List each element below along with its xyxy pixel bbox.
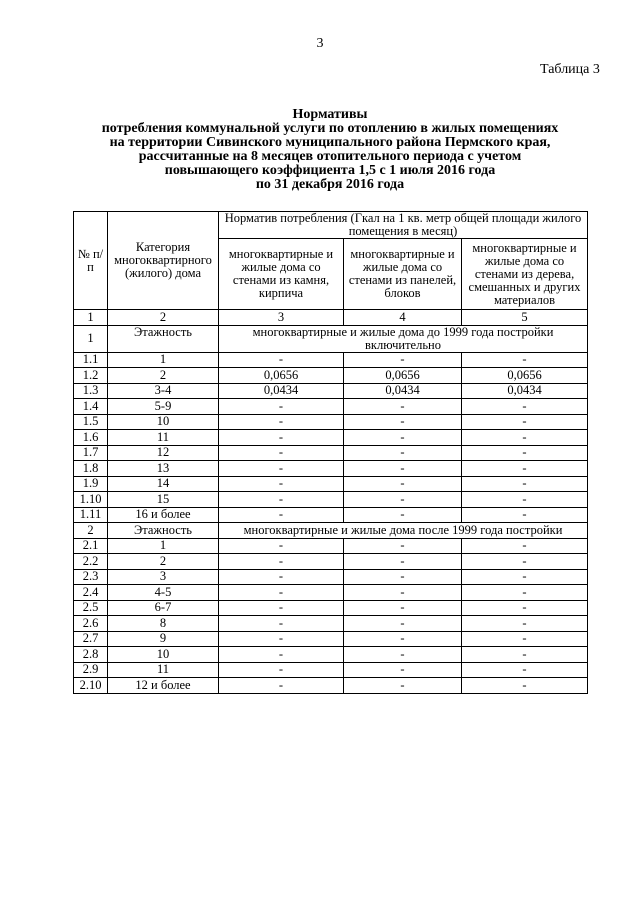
row-value-wood: -	[462, 569, 588, 585]
table-row	[74, 383, 588, 399]
table-row	[74, 399, 588, 415]
row-value-panel: -	[344, 430, 462, 446]
col-number: 5	[462, 310, 588, 326]
row-num: 2.1	[74, 538, 108, 554]
row-value-stone: -	[219, 585, 344, 601]
row-value-stone: -	[219, 678, 344, 694]
row-category: 13	[108, 461, 219, 477]
table-row	[74, 662, 588, 678]
row-value-wood: 0,0434	[462, 383, 588, 399]
section-row-1	[74, 325, 588, 352]
row-value-wood: -	[462, 631, 588, 647]
row-value-stone: 0,0656	[219, 368, 344, 384]
row-num: 2.2	[74, 554, 108, 570]
table-row	[74, 554, 588, 570]
row-value-wood: -	[462, 461, 588, 477]
row-value-panel: -	[344, 507, 462, 523]
row-value-wood: -	[462, 399, 588, 415]
section-row-2	[74, 523, 588, 539]
row-category: 2	[108, 368, 219, 384]
row-value-stone: -	[219, 430, 344, 446]
row-value-stone: -	[219, 461, 344, 477]
row-num: 1.5	[74, 414, 108, 430]
row-value-panel: -	[344, 616, 462, 632]
row-value-wood: -	[462, 678, 588, 694]
row-category: 4-5	[108, 585, 219, 601]
row-value-stone: -	[219, 507, 344, 523]
row-category: 11	[108, 662, 219, 678]
row-category: 15	[108, 492, 219, 508]
row-value-wood: 0,0656	[462, 368, 588, 384]
row-value-wood: -	[462, 445, 588, 461]
table-row	[74, 538, 588, 554]
row-value-panel: -	[344, 678, 462, 694]
page-number: 3	[316, 36, 324, 51]
table-row	[74, 616, 588, 632]
table-row	[74, 631, 588, 647]
row-value-wood: -	[462, 647, 588, 663]
row-value-panel: 0,0434	[344, 383, 462, 399]
section-num: 2	[74, 523, 108, 539]
row-value-panel: -	[344, 476, 462, 492]
row-category: 10	[108, 414, 219, 430]
row-value-panel: -	[344, 600, 462, 616]
row-num: 2.6	[74, 616, 108, 632]
header-category: Категория многоквартирного (жилого) дома	[108, 212, 219, 310]
row-value-panel: -	[344, 662, 462, 678]
table-row	[74, 352, 588, 368]
row-value-wood: -	[462, 414, 588, 430]
row-category: 1	[108, 352, 219, 368]
row-category: 8	[108, 616, 219, 632]
row-num: 2.8	[74, 647, 108, 663]
row-value-wood: -	[462, 538, 588, 554]
row-num: 1.9	[74, 476, 108, 492]
row-value-wood: -	[462, 476, 588, 492]
row-category: 6-7	[108, 600, 219, 616]
section-description: многоквартирные и жилые дома после 1999 года постройки	[219, 523, 588, 539]
table-label: Таблица 3	[540, 62, 600, 77]
row-category: 3-4	[108, 383, 219, 399]
table-row	[74, 647, 588, 663]
col-number: 4	[344, 310, 462, 326]
row-value-panel: -	[344, 414, 462, 430]
row-num: 2.3	[74, 569, 108, 585]
table-row	[74, 678, 588, 694]
row-category: 12 и более	[108, 678, 219, 694]
row-value-panel: -	[344, 647, 462, 663]
row-value-wood: -	[462, 492, 588, 508]
row-value-panel: -	[344, 445, 462, 461]
row-num: 1.4	[74, 399, 108, 415]
col-number: 3	[219, 310, 344, 326]
row-category: 2	[108, 554, 219, 570]
row-category: 1	[108, 538, 219, 554]
row-value-wood: -	[462, 430, 588, 446]
row-value-wood: -	[462, 662, 588, 678]
row-value-stone: -	[219, 399, 344, 415]
row-num: 2.4	[74, 585, 108, 601]
header-wood: многоквартирные и жилые дома со стенами из дерева, смешанных и других материалов	[462, 239, 588, 310]
row-category: 12	[108, 445, 219, 461]
header-norm-group: Норматив потребления (Гкал на 1 кв. метр общей площади жилого помещения в месяц)	[219, 212, 588, 239]
header-stone: многоквартирные и жилые дома со стенами из камня, кирпича	[219, 239, 344, 310]
column-number-row	[74, 310, 588, 326]
row-value-wood: -	[462, 600, 588, 616]
row-value-stone: 0,0434	[219, 383, 344, 399]
row-num: 1.11	[74, 507, 108, 523]
row-value-panel: -	[344, 554, 462, 570]
title-line: по 31 декабря 2016 года	[255, 177, 405, 192]
header-row	[74, 212, 588, 239]
row-num: 2.5	[74, 600, 108, 616]
header-num: № п/п	[74, 212, 108, 310]
row-value-stone: -	[219, 445, 344, 461]
table-row	[74, 569, 588, 585]
title-line: повышающего коэффициента 1,5 с 1 июля 2016 года	[164, 163, 496, 178]
row-value-panel: 0,0656	[344, 368, 462, 384]
col-number: 1	[74, 310, 108, 326]
row-value-panel: -	[344, 352, 462, 368]
section-description: многоквартирные и жилые дома до 1999 года постройки включительно	[219, 325, 588, 352]
row-num: 1.8	[74, 461, 108, 477]
row-category: 5-9	[108, 399, 219, 415]
row-category: 11	[108, 430, 219, 446]
row-value-stone: -	[219, 616, 344, 632]
row-value-stone: -	[219, 476, 344, 492]
row-value-stone: -	[219, 662, 344, 678]
header-panel: многоквартирные и жилые дома со стенами из панелей, блоков	[344, 239, 462, 310]
row-num: 1.7	[74, 445, 108, 461]
col-number: 2	[108, 310, 219, 326]
table-row	[74, 507, 588, 523]
row-category: 16 и более	[108, 507, 219, 523]
document-title	[70, 108, 590, 192]
row-category: 3	[108, 569, 219, 585]
title-line: потребления коммунальной услуги по отоплению в жилых помещениях	[101, 121, 559, 136]
title-line: на территории Сивинского муниципального района Пермского края,	[109, 135, 551, 150]
row-value-stone: -	[219, 414, 344, 430]
section-num: 1	[74, 325, 108, 352]
row-num: 2.7	[74, 631, 108, 647]
row-value-stone: -	[219, 569, 344, 585]
row-value-stone: -	[219, 600, 344, 616]
row-value-panel: -	[344, 569, 462, 585]
row-value-panel: -	[344, 399, 462, 415]
row-category: 14	[108, 476, 219, 492]
row-value-panel: -	[344, 492, 462, 508]
row-value-wood: -	[462, 352, 588, 368]
row-category: 10	[108, 647, 219, 663]
table-row	[74, 430, 588, 446]
table-row	[74, 492, 588, 508]
table-row	[74, 461, 588, 477]
row-num: 2.10	[74, 678, 108, 694]
row-value-panel: -	[344, 461, 462, 477]
table-row	[74, 414, 588, 430]
row-num: 1.2	[74, 368, 108, 384]
table-row	[74, 368, 588, 384]
table-row	[74, 600, 588, 616]
row-value-stone: -	[219, 492, 344, 508]
row-value-wood: -	[462, 507, 588, 523]
table-row	[74, 445, 588, 461]
row-category: 9	[108, 631, 219, 647]
title-line: рассчитанные на 8 месяцев отопительного периода с учетом	[138, 149, 522, 164]
section-label: Этажность	[108, 325, 219, 352]
row-num: 1.10	[74, 492, 108, 508]
row-value-stone: -	[219, 631, 344, 647]
title-line: Нормативы	[292, 107, 368, 122]
row-value-stone: -	[219, 538, 344, 554]
row-num: 1.6	[74, 430, 108, 446]
row-num: 2.9	[74, 662, 108, 678]
row-value-panel: -	[344, 538, 462, 554]
row-value-panel: -	[344, 631, 462, 647]
table-row	[74, 476, 588, 492]
row-value-panel: -	[344, 585, 462, 601]
row-value-wood: -	[462, 585, 588, 601]
table-row	[74, 585, 588, 601]
row-num: 1.1	[74, 352, 108, 368]
row-value-stone: -	[219, 554, 344, 570]
row-value-wood: -	[462, 616, 588, 632]
norms-table	[73, 211, 588, 694]
section-label: Этажность	[108, 523, 219, 539]
row-value-stone: -	[219, 647, 344, 663]
row-value-stone: -	[219, 352, 344, 368]
row-value-wood: -	[462, 554, 588, 570]
row-num: 1.3	[74, 383, 108, 399]
